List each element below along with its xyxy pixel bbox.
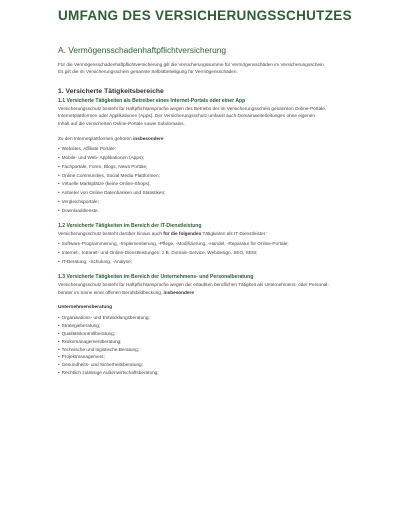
list-item: • Virtuelle Marktplätze (keine Online-Shops);: [58, 180, 358, 189]
list-item: • Websites, Affiliate Portale;: [58, 145, 358, 154]
lead-emphasis: insbesondere: [133, 135, 164, 141]
list-item: • IT-Beratung, -Schulung, -Analyse;: [58, 258, 358, 267]
section-1-3-heading: 1.3 Versicherte Tätigkeiten im Bereich der Unternehmens- und Personalberatung: [58, 273, 254, 280]
section-a-intro-line-2: Es gilt die im Versicherungsschein genannte Selbstbeteiligung für Vermögensschäden.: [58, 69, 238, 75]
section-1-1-list: [58, 145, 358, 215]
section-1-1-text-line-1: Versicherungsschutz besteht für Haftpflichtansprüche wegen des Betriebs der im Versicherungsschein genannten Online-Portale,: [58, 106, 327, 112]
section-1-3-list: [58, 314, 358, 377]
list-item: • Technische und logistische Beratung;: [58, 346, 358, 354]
list-item: • Strategieberatung;: [58, 322, 358, 330]
section-a-intro-line-1: Für die Vermögensschadenhaftpflichtversicherung gilt die Versicherungssumme für Vermögensschäden im Versicherungsschein.: [58, 62, 326, 67]
section-1-3-text-line-1: Versicherungsschutz besteht für Haftpflichtansprüche wegen der erlaubten beruflichen Tätigkeit als Unternehmens- oder Personal-: [58, 282, 329, 288]
text-emphasis: insbesondere: [163, 289, 194, 295]
text-emphasis: für die folgenden: [163, 231, 202, 237]
text-start: berater im Sinne einer offenen Berufsbildbeckung,: [58, 289, 164, 295]
section-a-heading: A. Vermögensschadenhaftpflichtversicherung: [58, 45, 227, 55]
list-item: • Anbieter von Online Datenbanken und Statistiken;: [58, 189, 358, 198]
list-item: • Qualitätskontrollberatung;: [58, 330, 358, 338]
list-item: • Fachportale, Foren, Blogs, News Portale;: [58, 163, 358, 172]
section-1-3-text-line-2: [58, 289, 358, 296]
unternehmensberatung-subheading: Unternehmensberatung: [58, 304, 113, 310]
section-1-2-list: [58, 240, 358, 266]
section-1-1-heading: 1.1 Versicherte Tätigkeiten als Betreiber eines Internet-Portals oder einer App: [58, 97, 246, 104]
lead-text: Zu den Internetplattformen gehören: [58, 135, 134, 141]
list-item: • Organisations- und Entwicklungsberatung;: [58, 314, 358, 322]
text-end: Tätigkeiten als IT-Dienstleister:: [201, 231, 267, 237]
list-item: • Downloaddienste.: [58, 207, 358, 216]
section-1-heading: 1. Versicherte Tätigkeitsbereiche: [58, 87, 164, 95]
list-item: • Online Communities, Social Media Plattformen;: [58, 172, 358, 181]
section-1-1-text-line-2: Internetplattformen oder Applikationen (Apps). Der Versicherungsschutz umfasst auch Domainweiterleitungen ohne eigenen: [58, 113, 315, 119]
section-1-2-heading: 1.2 Versicherte Tätigkeiten im Bereich der IT-Dienstleistung: [58, 222, 202, 229]
text-start: Versicherungsschutz besteht darüber hinaus auch: [58, 231, 164, 237]
section-1-1-lead: [58, 135, 358, 142]
list-item: • Software-Programmierung, -Implementierung, -Pflege, -Modifizierung, -Handel, -Reparatur für Online-Portale;: [58, 240, 358, 249]
list-item: • Gesundheits- und Sicherheitsberatung;: [58, 361, 358, 369]
list-item: • Projektmanagement;: [58, 353, 358, 361]
list-item: • Risikomanagementberatung;: [58, 338, 358, 346]
list-item: • Vergleichsportale;: [58, 198, 358, 207]
section-1-2-text: [58, 230, 358, 237]
list-item: • Rechtlich zulässige Außenwirtschaftsberatung;: [58, 369, 358, 377]
page-title: UMFANG DES VERSICHERUNGSSCHUTZES: [58, 8, 352, 23]
list-item: • Mobile- und Web- Applikationen (Apps);: [58, 154, 358, 163]
section-1-1-text-line-3: Inhalt auf die versicherten Online-Portale sowie Subdomains.: [58, 120, 185, 126]
list-item: • Internet-, Intranet- und Online-Dienstleistungen: z.B. Domain-Service, Webdesign, SEO, SEM;: [58, 249, 358, 258]
